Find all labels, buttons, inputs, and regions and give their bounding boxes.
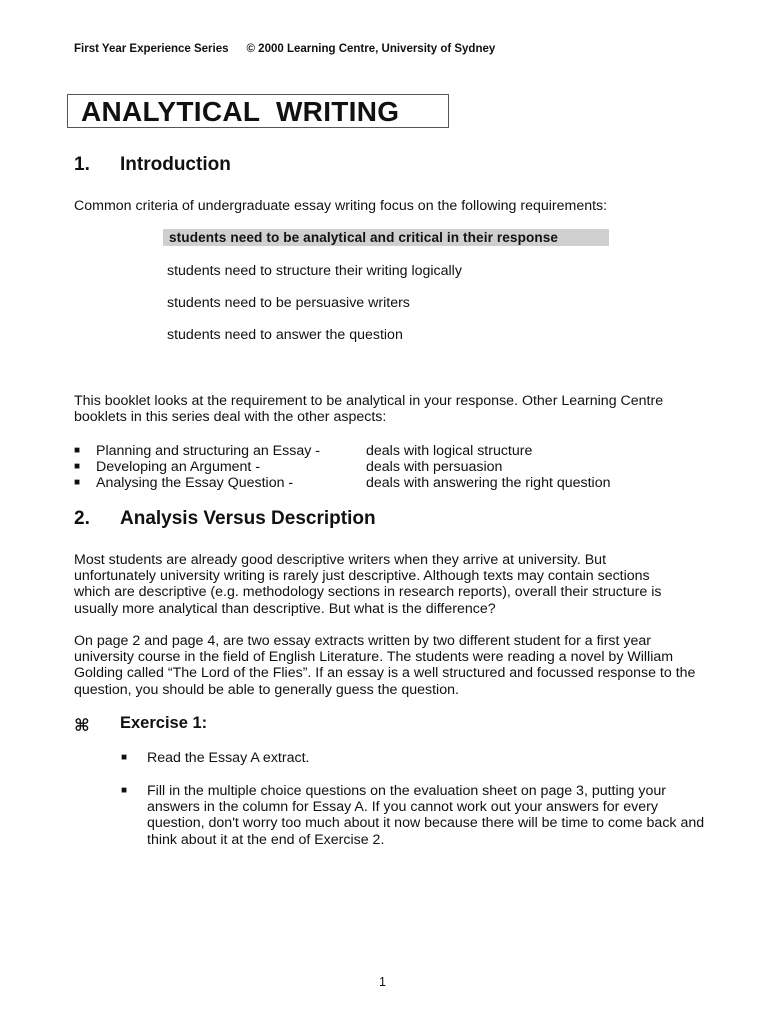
requirement-item: students need to be persuasive writers	[167, 295, 410, 311]
copyright-notice: © 2000 Learning Centre, University of Sydney	[246, 43, 496, 55]
list-item	[74, 475, 694, 491]
requirement-item: students need to answer the question	[167, 327, 403, 343]
series-name: First Year Experience Series	[74, 43, 229, 55]
section-2-number: 2.	[74, 508, 90, 529]
section-1-number: 1.	[74, 154, 90, 175]
section-2-paragraph-2: On page 2 and page 4, are two essay extracts written by two different student for a first year university course in the field of English Literature. The students were reading a novel by William Golding called “The Lord of the Flies”. If an essay is a well structured and focussed response to the question, you should be able to generally guess the question.	[74, 633, 696, 698]
section-1-title: Introduction	[120, 154, 231, 175]
bullet-icon: ■	[74, 461, 81, 472]
bullet-icon: ■	[74, 445, 81, 456]
booklet-name: Developing an Argument -	[96, 459, 261, 475]
running-header	[74, 43, 495, 55]
bullet-icon: ■	[121, 785, 128, 796]
booklet-purpose: deals with logical structure	[366, 443, 533, 459]
exercise-item	[121, 750, 721, 768]
requirement-item: students need to structure their writing logically	[167, 263, 462, 279]
exercise-heading: Exercise 1:	[120, 714, 208, 732]
bullet-icon: ■	[121, 752, 128, 763]
bullet-icon: ■	[74, 477, 81, 488]
command-key-icon: ⌘	[74, 716, 90, 735]
requirement-highlighted: students need to be analytical and critical in their response	[163, 229, 609, 246]
section-2-heading	[74, 508, 524, 532]
section-2-title: Analysis Versus Description	[120, 508, 376, 529]
document-title: ANALYTICAL WRITING	[81, 96, 400, 127]
section-2-paragraph-1: Most students are already good descriptive writers when they arrive at university. But unfortunately university writing is rarely just descriptive. Although texts may contain sections which are descriptive (e.g. methodology sections in research reports), overall their structure is usually more analytical than descriptive. But what is the difference?	[74, 552, 662, 617]
page-number: 1	[379, 975, 386, 989]
section-1-paragraph: This booklet looks at the requirement to be analytical in your response. Other Learning Centre booklets in this series deal with the other aspects:	[74, 393, 664, 426]
section-1-heading	[74, 154, 474, 178]
exercise-item-text: Read the Essay A extract.	[147, 750, 310, 766]
section-1-intro: Common criteria of undergraduate essay writing focus on the following requirements:	[74, 198, 608, 214]
booklet-name: Planning and structuring an Essay -	[96, 443, 320, 459]
exercise-item	[121, 783, 721, 853]
list-item	[74, 459, 694, 475]
booklet-purpose: deals with answering the right question	[366, 475, 611, 491]
title-box	[67, 94, 449, 128]
booklet-purpose: deals with persuasion	[366, 459, 503, 475]
booklet-name: Analysing the Essay Question -	[96, 475, 294, 491]
exercise-item-text: Fill in the multiple choice questions on the evaluation sheet on page 3, putting your answers in the column for Essay A. If you cannot work out your answers for every question, don't worry too much about it now because there will be time to come back and think about it at the end of Exercise 2.	[147, 783, 705, 848]
list-item	[74, 443, 694, 459]
